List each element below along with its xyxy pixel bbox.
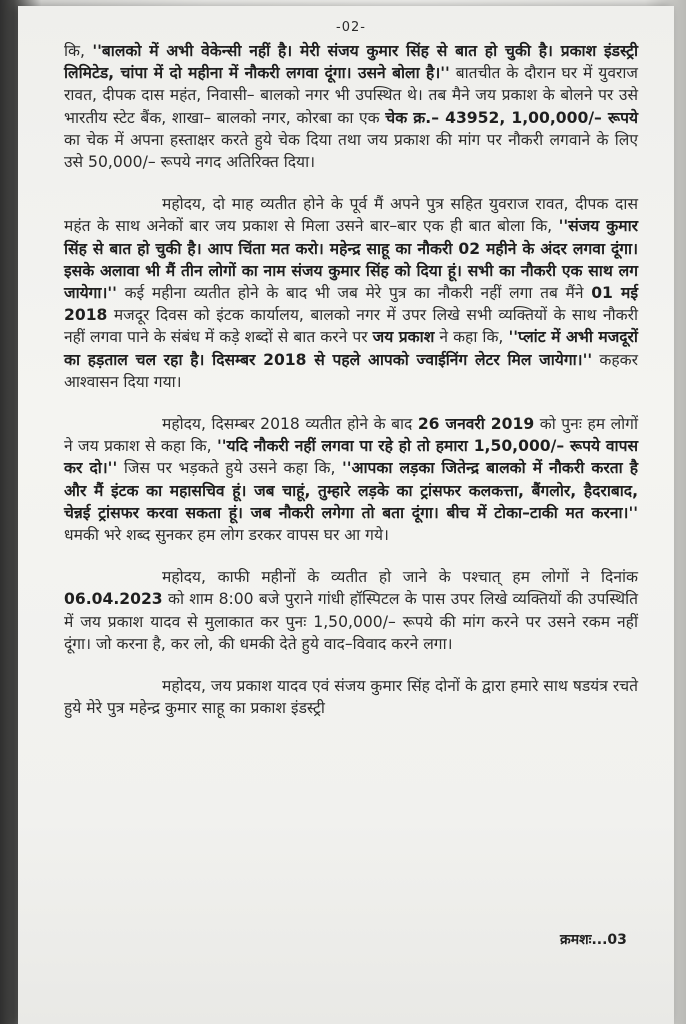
text-segment: महोदय, दिसम्बर 2018 व्यतीत होने के बाद xyxy=(162,415,418,434)
bold-text-segment: चेक क्र.– 43952, 1,00,000/– रूपये xyxy=(385,108,638,127)
paragraph-5 xyxy=(64,675,638,719)
bold-text-segment: 01 मई 2018 xyxy=(64,284,638,325)
bold-text-segment: 06.04.2023 xyxy=(64,590,163,609)
paragraph-3 xyxy=(64,413,638,546)
text-segment: जिस पर भड़कते हुये उसने कहा कि, xyxy=(117,459,343,478)
bold-text-segment: ''आपका लड़का जितेन्द्र बालको में नौकरी करता है और मैं इंटक का महासचिव हूं। जब चाहूं, तुम्हारे लड़के का ट्रांसफर कलकत्ता, बैंगलोर, हैदराबाद, चेन्नई ट्रांसफर करवा सकता हूं। जब नौकरी लगेगा तो बता दूंगा। बीच में टोका–टाकी मत करना।'' xyxy=(64,459,638,522)
page-number: -02- xyxy=(336,20,366,35)
text-segment: महोदय, जय प्रकाश यादव एवं संजय कुमार सिंह दोनों के द्वारा हमारे साथ षडयंत्र रचते हुये मेरे पुत्र महेन्द्र कुमार साहू का प्रकाश इंडस्ट्री xyxy=(64,677,638,718)
bold-text-segment: ''बालको में अभी वेकेन्सी नहीं है। मेरी संजय कुमार सिंह से बात हो चुकी है। प्रकाश इंडस्ट्री लिमिटेड, चांपा में दो महीना में नौकरी लगवा दूंगा। उसने बोला है।'' xyxy=(64,42,638,83)
text-segment: को पुनः हम लोगों ने जय प्रकाश से कहा कि, xyxy=(64,415,638,456)
text-segment: का चेक में अपना हस्ताक्षर करते हुये चेक दिया तथा जय प्रकाश की मांग पर नौकरी लगवाने के लिए उसे 50,000/– रूपये नगद अतिरिक्त दिया। xyxy=(64,130,638,172)
bold-text-segment: जय प्रकाश xyxy=(372,328,435,347)
bold-text-segment: 26 जनवरी 2019 xyxy=(417,415,535,434)
text-segment: कई महीना व्यतीत होने के बाद भी जब मेरे पुत्र का नौकरी नहीं लगा तब मैंने xyxy=(116,284,592,303)
bold-text-segment: ''प्लांट में अभी मजदूरों का हड़ताल चल रहा है। दिसम्बर 2018 से पहले आपको ज्वाईनिंग लेटर मिल जायेगा।'' xyxy=(64,328,638,369)
text-segment: महोदय, काफी महीनों के व्यतीत हो जाने के पश्चात् हम लोगों ने दिनांक xyxy=(162,568,638,587)
text-segment: को शाम 8:00 बजे पुराने गांधी हॉस्पिटल के पास उपर लिखे व्यक्तियों की उपस्थिति में जय प्रकाश यादव से मुलाकात कर पुनः 1,50,000/– रूपये की मांग करने पर उसने रकम नहीं दूंगा। जो करना है, कर लो, की धमकी देते हुये वाद–विवाद करने लगा। xyxy=(64,590,638,653)
text-segment: महोदय, दो माह व्यतीत होने के पूर्व मैं अपने पुत्र सहित युवराज रावत, दीपक दास महंत के साथ अनेकों बार जय प्रकाश से मिला उसने बार–बार एक ही बात बोला कि, xyxy=(64,195,638,236)
text-segment: मजदूर दिवस को इंटक कार्यालय, बालको नगर में उपर लिखे सभी व्यक्तियों के साथ नौकरी नहीं लगवा पाने के संबंध में कड़े शब्दों से बात करने पर xyxy=(64,306,638,347)
text-segment: कि, xyxy=(64,42,93,60)
bold-text-segment: ''यदि नौकरी नहीं लगवा पा रहे हो तो हमारा 1,50,000/– रूपये वापस कर दो।'' xyxy=(64,437,638,478)
paragraph-2 xyxy=(64,193,638,393)
paragraph-1 xyxy=(64,40,638,173)
text-segment: ने कहा कि, xyxy=(434,328,509,347)
continuation-mark: क्रमशः...03 xyxy=(560,932,627,948)
text-segment: बातचीत के दौरान घर में युवराज रावत, दीपक दास महंत, निवासी– बालको नगर भी उपस्थित थे। तब मैने जय प्रकाश के बोलने पर उसे भारतीय स्टेट बैंक, शाखा– बालको नगर, कोरबा का एक xyxy=(64,64,639,127)
document-body xyxy=(64,40,638,739)
paragraph-4 xyxy=(64,566,638,655)
bold-text-segment: ''संजय कुमार सिंह से बात हो चुकी है। आप चिंता मत करो। महेन्द्र साहू का नौकरी 02 महीने के अंदर लगवा दूंगा। इसके अलावा भी मैं तीन लोगों का नाम संजय कुमार सिंह को दिया हूं। सभी का नौकरी एक साथ लग जायेगा।'' xyxy=(64,217,638,303)
text-segment: धमकी भरे शब्द सुनकर हम लोग डरकर वापस घर आ गये। xyxy=(64,526,389,545)
text-segment: कहकर आश्वासन दिया गया। xyxy=(64,350,638,391)
